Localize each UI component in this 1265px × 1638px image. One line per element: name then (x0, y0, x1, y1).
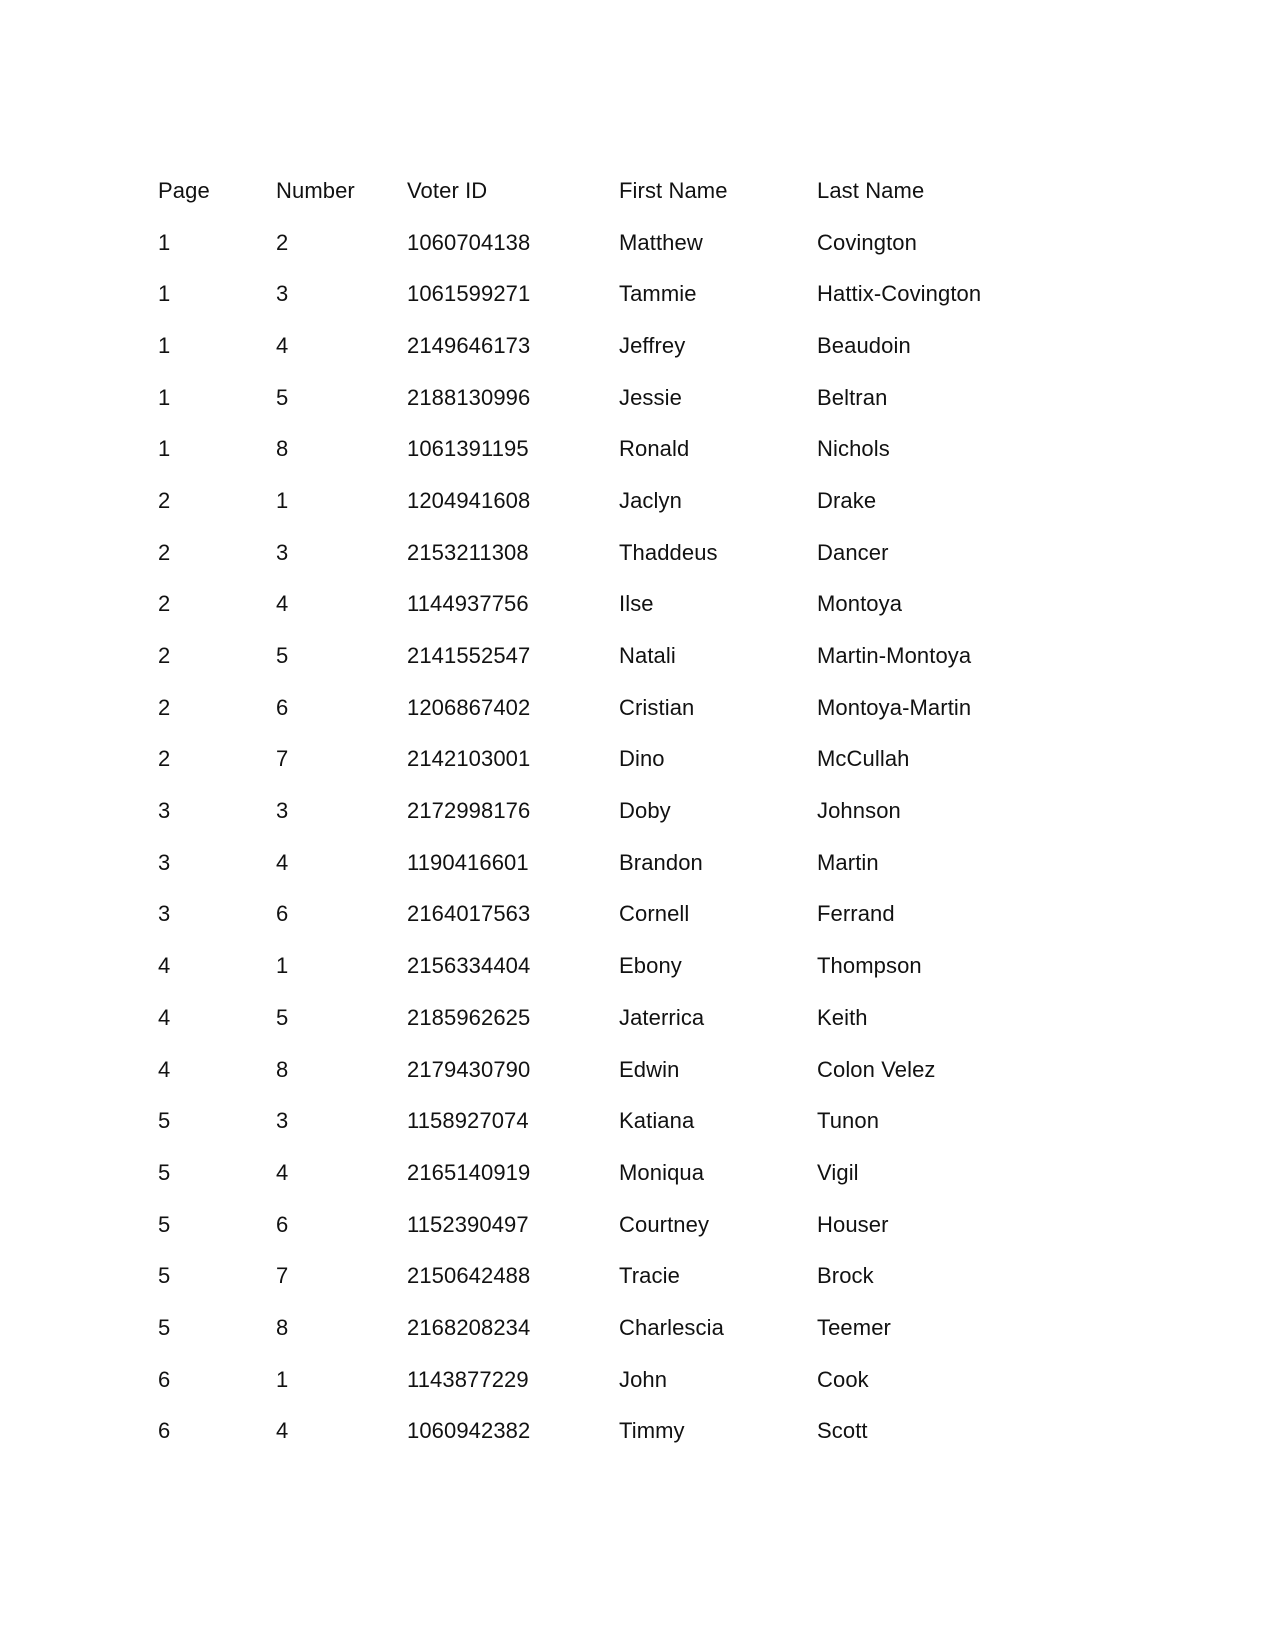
cell-number: 3 (276, 798, 289, 824)
cell-last-name: Montoya (817, 591, 903, 617)
cell-page: 4 (158, 953, 171, 979)
table-row (148, 217, 1047, 269)
cell-number: 4 (276, 332, 289, 358)
cell-number: 5 (276, 384, 289, 410)
cell-voter-id: 2156334404 (407, 953, 531, 979)
cell-page: 5 (158, 1211, 171, 1237)
table-row (148, 1406, 1047, 1458)
voter-table (148, 165, 1047, 1457)
cell-page: 6 (158, 1418, 171, 1444)
table-row (148, 734, 1047, 786)
cell-voter-id: 1206867402 (407, 694, 531, 720)
table-row (148, 372, 1047, 424)
table-row (148, 320, 1047, 372)
cell-number: 3 (276, 281, 289, 307)
table-row (148, 527, 1047, 579)
cell-last-name: Drake (817, 487, 877, 513)
cell-page: 4 (158, 1004, 171, 1030)
cell-number: 5 (276, 643, 289, 669)
cell-first-name: Timmy (619, 1418, 685, 1444)
cell-first-name: Moniqua (619, 1159, 705, 1185)
cell-page: 1 (158, 384, 171, 410)
cell-last-name: Dancer (817, 539, 889, 565)
header-voter-id: Voter ID (407, 177, 488, 203)
table-row (148, 268, 1047, 320)
cell-first-name: Ronald (619, 436, 690, 462)
table-row (148, 475, 1047, 527)
table-row (148, 1354, 1047, 1406)
cell-last-name: Vigil (817, 1159, 859, 1185)
cell-number: 7 (276, 1263, 289, 1289)
cell-number: 3 (276, 1108, 289, 1134)
cell-page: 1 (158, 229, 171, 255)
cell-page: 4 (158, 1056, 171, 1082)
cell-voter-id: 1158927074 (407, 1108, 529, 1134)
cell-last-name: Nichols (817, 436, 890, 462)
cell-voter-id: 2141552547 (407, 643, 531, 669)
cell-page: 6 (158, 1366, 171, 1392)
cell-number: 6 (276, 1211, 289, 1237)
cell-last-name: McCullah (817, 746, 910, 772)
cell-first-name: Courtney (619, 1211, 710, 1237)
cell-first-name: Jeffrey (619, 332, 686, 358)
cell-last-name: Martin (817, 849, 879, 875)
cell-last-name: Hattix-Covington (817, 281, 982, 307)
header-row (148, 165, 1047, 217)
cell-last-name: Scott (817, 1418, 868, 1444)
cell-first-name: Cornell (619, 901, 690, 927)
cell-page: 3 (158, 901, 171, 927)
cell-voter-id: 1144937756 (407, 591, 529, 617)
cell-first-name: Jaclyn (619, 487, 682, 513)
cell-number: 6 (276, 694, 289, 720)
cell-voter-id: 1061391195 (407, 436, 529, 462)
cell-voter-id: 2150642488 (407, 1263, 531, 1289)
cell-last-name: Keith (817, 1004, 868, 1030)
cell-voter-id: 1143877229 (407, 1366, 529, 1392)
cell-first-name: Thaddeus (619, 539, 718, 565)
table-row (148, 423, 1047, 475)
cell-number: 8 (276, 1056, 289, 1082)
table-row (148, 1250, 1047, 1302)
cell-first-name: Tammie (619, 281, 697, 307)
cell-number: 1 (276, 487, 289, 513)
table-row (148, 1147, 1047, 1199)
cell-first-name: Ebony (619, 953, 682, 979)
cell-number: 4 (276, 849, 289, 875)
table-row (148, 785, 1047, 837)
table-row (148, 1302, 1047, 1354)
cell-page: 2 (158, 487, 171, 513)
cell-voter-id: 2172998176 (407, 798, 531, 824)
cell-last-name: Beltran (817, 384, 888, 410)
cell-voter-id: 1152390497 (407, 1211, 529, 1237)
cell-page: 2 (158, 694, 171, 720)
cell-last-name: Covington (817, 229, 917, 255)
cell-voter-id: 2164017563 (407, 901, 531, 927)
cell-number: 8 (276, 1314, 289, 1340)
table-row (148, 630, 1047, 682)
cell-page: 5 (158, 1263, 171, 1289)
cell-voter-id: 2149646173 (407, 332, 531, 358)
cell-first-name: Natali (619, 643, 676, 669)
cell-page: 1 (158, 281, 171, 307)
table-header (148, 165, 1047, 217)
cell-last-name: Ferrand (817, 901, 895, 927)
cell-number: 8 (276, 436, 289, 462)
cell-first-name: Tracie (619, 1263, 680, 1289)
cell-voter-id: 2142103001 (407, 746, 531, 772)
header-page: Page (158, 177, 210, 203)
cell-last-name: Houser (817, 1211, 889, 1237)
cell-number: 2 (276, 229, 289, 255)
cell-number: 6 (276, 901, 289, 927)
cell-voter-id: 1060942382 (407, 1418, 531, 1444)
cell-voter-id: 1060704138 (407, 229, 531, 255)
cell-voter-id: 2188130996 (407, 384, 531, 410)
cell-voter-id: 2179430790 (407, 1056, 531, 1082)
table-row (148, 889, 1047, 941)
cell-first-name: Brandon (619, 849, 703, 875)
cell-last-name: Tunon (817, 1108, 880, 1134)
cell-first-name: Katiana (619, 1108, 695, 1134)
cell-voter-id: 2168208234 (407, 1314, 531, 1340)
cell-first-name: Dino (619, 746, 665, 772)
table-body (148, 217, 1047, 1458)
header-last-name: Last Name (817, 177, 925, 203)
cell-first-name: Jessie (619, 384, 682, 410)
cell-page: 3 (158, 849, 171, 875)
cell-last-name: Colon Velez (817, 1056, 936, 1082)
cell-voter-id: 1061599271 (407, 281, 531, 307)
cell-voter-id: 2185962625 (407, 1004, 531, 1030)
header-first-name: First Name (619, 177, 728, 203)
cell-last-name: Beaudoin (817, 332, 911, 358)
cell-number: 7 (276, 746, 289, 772)
cell-last-name: Brock (817, 1263, 874, 1289)
cell-first-name: John (619, 1366, 668, 1392)
header-number: Number (276, 177, 355, 203)
table-row (148, 992, 1047, 1044)
cell-first-name: Jaterrica (619, 1004, 705, 1030)
cell-first-name: Cristian (619, 694, 695, 720)
table-row (148, 1199, 1047, 1251)
cell-page: 5 (158, 1314, 171, 1340)
cell-last-name: Thompson (817, 953, 922, 979)
table-row (148, 837, 1047, 889)
cell-last-name: Teemer (817, 1314, 891, 1340)
cell-number: 3 (276, 539, 289, 565)
cell-number: 1 (276, 1366, 289, 1392)
cell-number: 4 (276, 1159, 289, 1185)
cell-page: 2 (158, 591, 171, 617)
cell-number: 1 (276, 953, 289, 979)
table-row (148, 682, 1047, 734)
table-row (148, 1044, 1047, 1096)
cell-page: 1 (158, 436, 171, 462)
cell-last-name: Cook (817, 1366, 869, 1392)
cell-first-name: Ilse (619, 591, 654, 617)
cell-voter-id: 2165140919 (407, 1159, 531, 1185)
cell-number: 5 (276, 1004, 289, 1030)
table-row (148, 579, 1047, 631)
cell-voter-id: 1204941608 (407, 487, 531, 513)
table-row (148, 1095, 1047, 1147)
cell-page: 2 (158, 643, 171, 669)
cell-voter-id: 2153211308 (407, 539, 529, 565)
cell-page: 1 (158, 332, 171, 358)
cell-first-name: Edwin (619, 1056, 680, 1082)
cell-page: 2 (158, 539, 171, 565)
cell-last-name: Montoya-Martin (817, 694, 972, 720)
cell-last-name: Johnson (817, 798, 901, 824)
cell-page: 3 (158, 798, 171, 824)
cell-voter-id: 1190416601 (407, 849, 529, 875)
cell-page: 5 (158, 1159, 171, 1185)
cell-first-name: Matthew (619, 229, 703, 255)
cell-page: 5 (158, 1108, 171, 1134)
cell-last-name: Martin-Montoya (817, 643, 972, 669)
cell-number: 4 (276, 1418, 289, 1444)
cell-number: 4 (276, 591, 289, 617)
cell-page: 2 (158, 746, 171, 772)
cell-first-name: Doby (619, 798, 671, 824)
cell-first-name: Charlescia (619, 1314, 724, 1340)
table-row (148, 940, 1047, 992)
